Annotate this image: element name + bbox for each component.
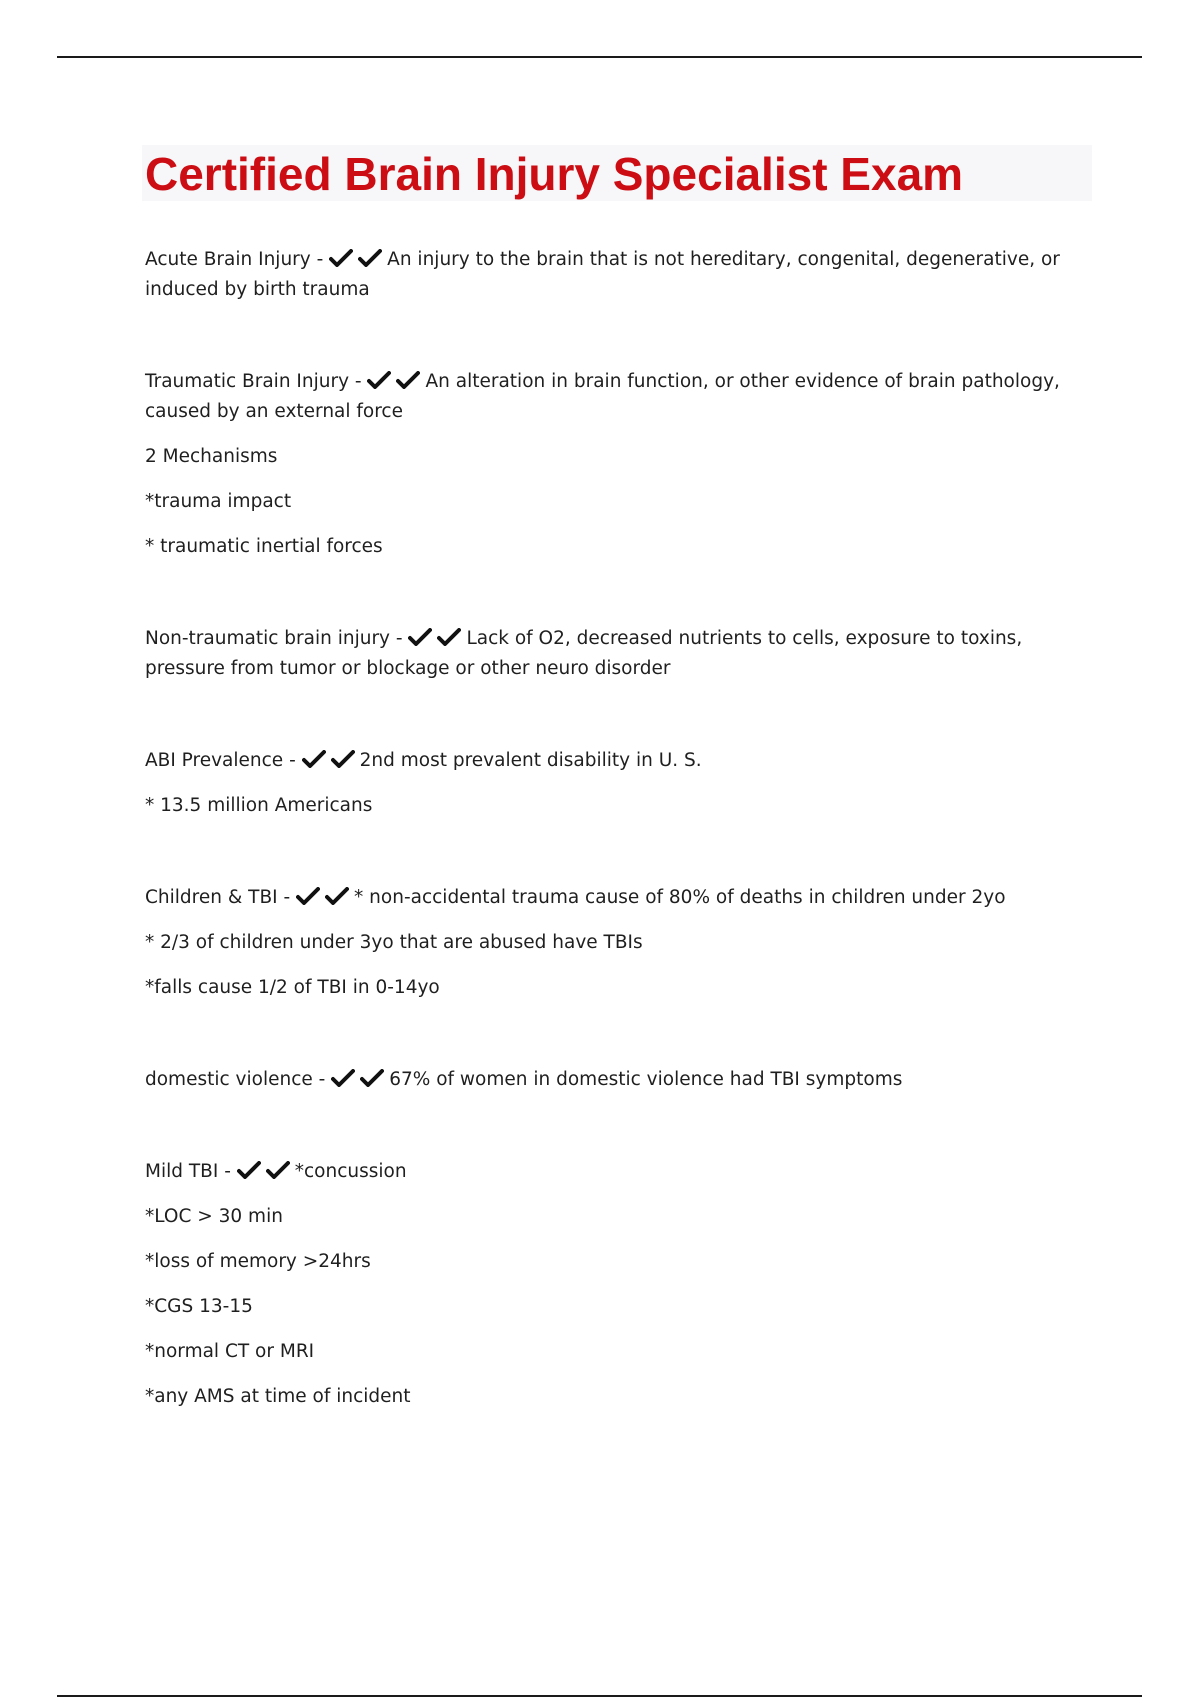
checkmark-icon (408, 628, 432, 646)
document-title: Certified Brain Injury Specialist Exam (145, 148, 964, 200)
entry-definition: 2nd most prevalent disability in U. S. (359, 750, 702, 771)
entry-detail: *trauma impact (145, 491, 292, 512)
flashcard-entry (145, 245, 1095, 305)
entry-definition-line (145, 367, 1095, 427)
flashcard-entry (145, 367, 1095, 562)
checkmark-icon (331, 750, 355, 768)
entry-detail: *LOC > 30 min (145, 1206, 283, 1227)
bottom-rule (57, 1695, 1142, 1697)
entry-definition-line (145, 883, 1095, 913)
entry-separator: - (283, 750, 302, 771)
flashcard-entry (145, 883, 1095, 1003)
flashcard-entry (145, 624, 1095, 684)
entry-detail: * 2/3 of children under 3yo that are abused have TBIs (145, 932, 643, 953)
checkmark-icon (237, 1161, 261, 1179)
entry-definition-line (145, 746, 1095, 776)
entry-definition: An injury to the brain that is not hereditary, congenital, degenerative, or induced by birth trauma (145, 249, 1060, 300)
entry-definition: An alteration in brain function, or other evidence of brain pathology, caused by an external force (145, 371, 1060, 422)
entry-detail: * 13.5 million Americans (145, 795, 373, 816)
checkmark-icon (437, 628, 461, 646)
entry-definition-line (145, 1065, 1095, 1095)
top-rule (57, 56, 1142, 58)
entry-detail: *any AMS at time of incident (145, 1386, 411, 1407)
checkmark-icon (331, 1069, 355, 1087)
entry-term: Traumatic Brain Injury (145, 371, 350, 392)
entry-definition: Lack of O2, decreased nutrients to cells, exposure to toxins, pressure from tumor or blockage or other neuro disorder (145, 628, 1023, 679)
entry-detail: 2 Mechanisms (145, 446, 278, 467)
checkmark-icon (325, 887, 349, 905)
entry-term: Non-traumatic brain injury (145, 628, 390, 649)
entry-term: ABI Prevalence (145, 750, 284, 771)
checkmark-icon (367, 371, 391, 389)
entry-separator: - (277, 887, 297, 908)
checkmark-icon (266, 1161, 290, 1179)
entry-detail: *falls cause 1/2 of TBI in 0-14yo (145, 977, 440, 998)
entry-term: domestic violence (145, 1069, 313, 1090)
entry-definition: *concussion (294, 1161, 407, 1182)
flashcard-entry (145, 1157, 1095, 1412)
entry-definition-line (145, 1157, 1095, 1187)
entry-separator: - (310, 249, 330, 270)
entry-separator: - (218, 1161, 237, 1182)
entry-term: Acute Brain Injury (145, 249, 311, 270)
checkmark-icon (358, 249, 382, 267)
entry-detail: * traumatic inertial forces (145, 536, 383, 557)
entry-detail: *loss of memory >24hrs (145, 1251, 371, 1272)
checkmark-icon (396, 371, 420, 389)
entry-term: Children & TBI (145, 887, 278, 908)
checkmark-icon (302, 750, 326, 768)
flashcard-entry (145, 1065, 1095, 1095)
checkmark-icon (329, 249, 353, 267)
entry-separator: - (390, 628, 409, 649)
entry-detail: *CGS 13-15 (145, 1296, 253, 1317)
flashcard-entry (145, 746, 1095, 821)
entry-separator: - (349, 371, 368, 392)
entry-definition: 67% of women in domestic violence had TBI symptoms (389, 1069, 903, 1090)
entry-detail: *normal CT or MRI (145, 1341, 315, 1362)
entry-term: Mild TBI (145, 1161, 219, 1182)
document-body (145, 245, 1095, 1474)
entry-definition: * non-accidental trauma cause of 80% of deaths in children under 2yo (354, 887, 1006, 908)
checkmark-icon (360, 1069, 384, 1087)
entry-definition-line (145, 245, 1095, 305)
checkmark-icon (296, 887, 320, 905)
entry-definition-line (145, 624, 1095, 684)
entry-separator: - (312, 1069, 332, 1090)
